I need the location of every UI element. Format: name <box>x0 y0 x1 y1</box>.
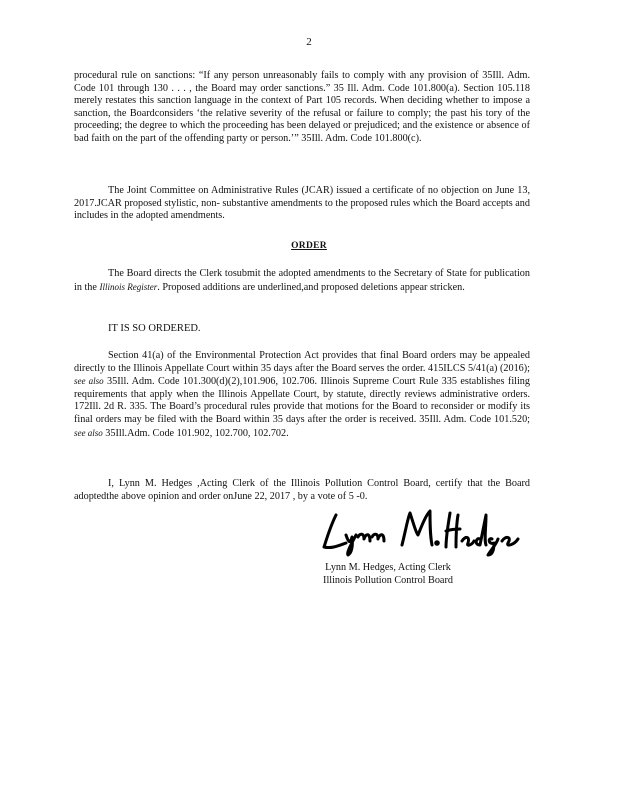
appeal-text-1: Section 41(a) of the Environmental Protection Act provides that final Board orders may be appealed directly to the Illinois Appellate Court within 35 days after the Board serves the order. 415ILCS 5/41(a) (2016); <box>74 350 530 374</box>
paragraph-certification: I, Lynn M. Hedges ,Acting Clerk of the Illinois Pollution Control Board, certify that the Board adoptedthe above opinion and order onJune 22, 2017 , by a vote of 5 -0. <box>74 478 530 502</box>
appeal-text-3: 35Ill.Adm. Code 101.902, 102.700, 102.702. <box>102 427 289 439</box>
order-heading: ORDER <box>291 241 327 251</box>
see-also-2: see also <box>74 427 103 438</box>
directive-text-2: . Proposed additions are underlined,and proposed deletions appear stricken. <box>157 281 465 293</box>
board-name: Illinois Pollution Control Board <box>323 575 453 586</box>
appeal-text-2: 35Ill. Adm. Code 101.300(d)(2),101.906, 102.706. Illinois Supreme Court Rule 335 establishes filing requirements that apply when the Illinois Appellate Court, by statute, directly reviews administrative orders. 172Ill. 2d R. 335. The Board’s procedural rules provide that motions for the Board to reconsider or modify its final orders may be filed with the Board within 35 days after the order is received. 35Ill. Adm. Code 101.520; <box>74 376 530 425</box>
paragraph-directive <box>74 268 530 294</box>
so-ordered: IT IS SO ORDERED. <box>108 323 201 334</box>
paragraph-sanctions: procedural rule on sanctions: “If any person unreasonably fails to comply with any provision of 35Ill. Adm. Code 101 through 130 . . . , the Board may order sanctions.” 35 Ill. Adm. Code 101.800(a). Section 105.118 merely restates this sanction language in the context of Part 105 records. When deciding whether to impose a sanction, the Boardconsiders ‘the relative severity of the refusal or failure to comply; the past his tory of the proceeding; the degree to which the proceeding has been delayed or prejudiced; and the existence or absence of bad faith on the part of the offending party or person.’” 35Ill. Adm. Code 101.800(c). <box>74 70 530 144</box>
register-title: Illinois Register <box>99 281 158 292</box>
paragraph-jcar: The Joint Committee on Administrative Rules (JCAR) issued a certificate of no objection on June 13, 2017.JCAR proposed stylistic, non- substantive amendments to the proposed rules which the Board accepts and includes in the adopted amendments. <box>74 185 530 222</box>
see-also-1: see also <box>74 376 104 387</box>
paragraph-appeal <box>74 350 530 440</box>
page-number: 2 <box>306 36 312 48</box>
handwritten-signature <box>322 505 522 557</box>
directive-text-1: The Board directs the Clerk tosubmit the adopted amendments to the Secretary of State for publication in the <box>74 268 530 293</box>
clerk-name-title: Lynn M. Hedges, Acting Clerk <box>325 562 451 573</box>
